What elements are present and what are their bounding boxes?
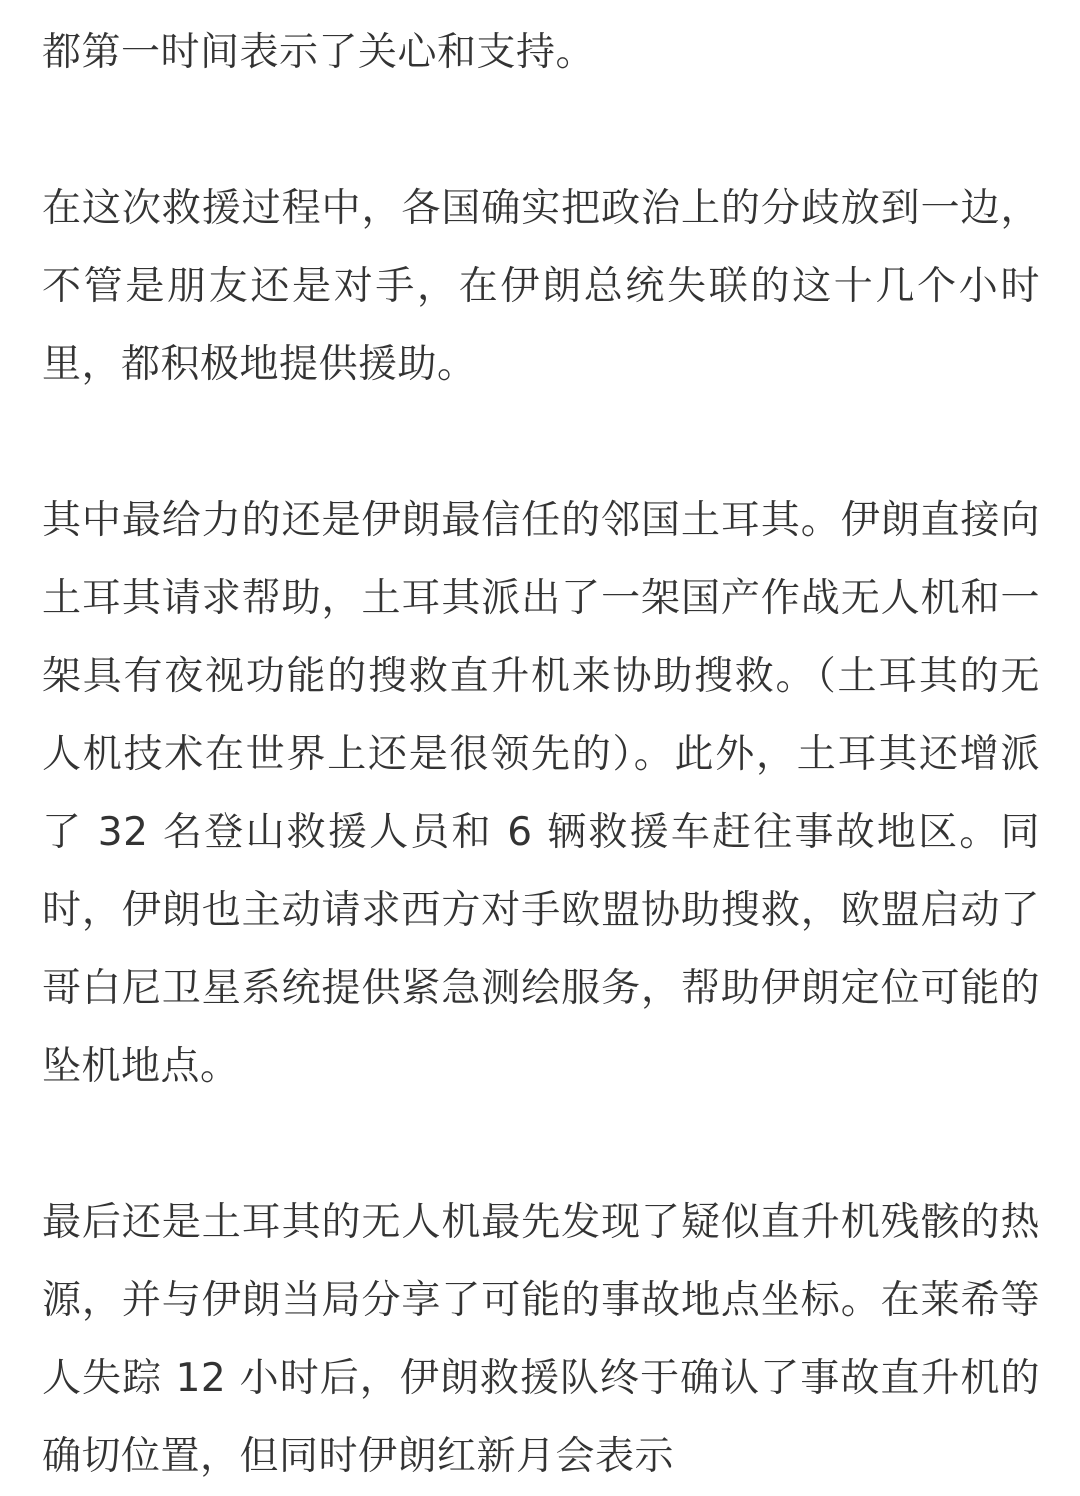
paragraph-2: 在这次救援过程中，各国确实把政治上的分歧放到一边，不管是朋友还是对手，在伊朗总统失联的这十几个小时里，都积极地提供援助。 — [42, 186, 1040, 387]
article-body — [42, 14, 1040, 1496]
paragraph-4: 最后还是土耳其的无人机最先发现了疑似直升机残骸的热源，并与伊朗当局分享了可能的事故地点坐标。在莱希等人失踪 12 小时后，伊朗救援队终于确认了事故直升机的确切位置，但同时伊朗红新月会表示 — [42, 1200, 1040, 1479]
paragraph-1: 都第一时间表示了关心和支持。 — [42, 30, 596, 75]
paragraph-3: 其中最给力的还是伊朗最信任的邻国土耳其。伊朗直接向土耳其请求帮助，土耳其派出了一架国产作战无人机和一架具有夜视功能的搜救直升机来协助搜救。（土耳其的无人机技术在世界上还是很领先的）。此外，土耳其还增派了 32 名登山救援人员和 6 辆救援车赶往事故地区。同时，伊朗也主动请求西方对手欧盟协助搜救，欧盟启动了哥白尼卫星系统提供紧急测绘服务，帮助伊朗定位可能的坠机地点。 — [42, 498, 1040, 1089]
